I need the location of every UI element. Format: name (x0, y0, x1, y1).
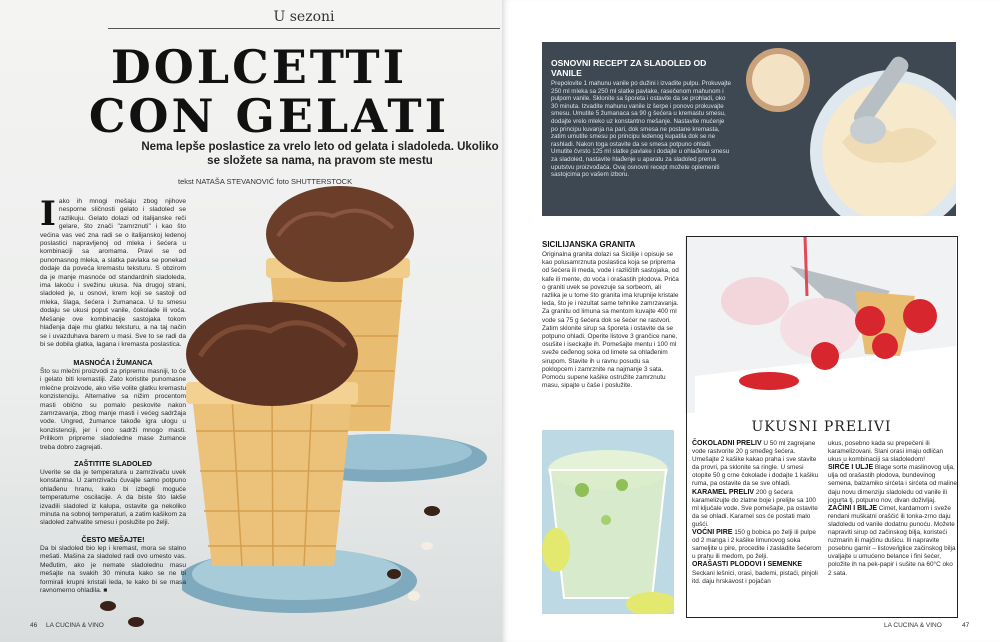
subtitle: Nema lepše poslastice za vrelo leto od gelata i sladoleda. Ukoliko se složete sa nama, na pravom ste mestu (141, 141, 499, 167)
granita-photo (542, 430, 674, 614)
credits: tekst NATAŠA STEVANOVIĆ foto SHUTTERSTOCK (178, 177, 353, 186)
prelivi-item (692, 529, 822, 561)
section-label: U sezoni (108, 9, 500, 29)
prelivi-item-name: ZAČINI I BILJE (828, 504, 878, 512)
prelivi-item-text: 150 g bobica po želji ili pulpe od 2 manga i 2 kašike limunovog soka samelјite u pire, procedite i zasladite šećerom u prahu ili medom, po želji. (692, 529, 822, 561)
prelivi-item (828, 505, 958, 578)
strawberry-ice-cream-photo (685, 236, 956, 413)
prelivi-column-2 (828, 440, 958, 578)
granita-title: SICILIJANSKA GRANITA (542, 240, 636, 249)
section-heading: MASNOĆA I ŽUMANCA (73, 358, 153, 367)
granita-text: Originalna granita dolazi sa Sicilije i opisuje se kao polusamrznuta poslastica koja se priprema od šećera ili meda, vode i različitih sastojaka, od kafe ili mente, do voća i orašastih plodova. Priča o graniti uvek se povezuje sa sorbeom, ali razlika je u tome što granita ima krupnije kristale leda, što je i rezultat same tehnike zamrzavanja. Za granitu od limuna sa mentom kuvajte 400 ml vode sa 75 g šećera dok se šećer ne rastvori. Zatim sklonite sirup sa šporeta i ostavite da se potpuno ohladi. Operite listove 3 grančice nane, osušite i iseckajte ih. Pomešajte mentu i 100 ml sveže ceđenog soka od limete sa ohlađenim sirupom. Stavite ih u ravnu posudu sa poklopcem i zamrznite na najmanje 3 sata. Pomoću supene kašike ostružite zamrznutu masu, sipajte u čaše i poslužite. (542, 251, 679, 390)
recipe-box (542, 42, 956, 216)
prelivi-title: UKUSNI PRELIVI (751, 419, 892, 435)
recipe-box-title: OSNOVNI RECEPT ZA SLADOLED OD VANILE (551, 58, 707, 78)
ice-cream-photo (182, 176, 502, 626)
chocolate-chips-decor (94, 592, 154, 642)
prelivi-item (692, 561, 822, 585)
prelivi-column-1 (692, 440, 822, 586)
magazine-name: LA CUCINA & VINO (46, 622, 104, 629)
prelivi-item-name: ČOKOLADNI PRELIV (692, 440, 762, 447)
section-heading: ZAŠTITITE SLADOLED (74, 459, 152, 468)
prelivi-item-name: KARAMEL PRELIV (692, 488, 755, 496)
headline-line-2: CON GELATI (88, 89, 450, 143)
prelivi-item-text: U 50 ml zagrejane vode rastvorite 20 g smeđeg šećera. Umešajte 2 kašike kakao praha i sve stavite da provri, pa sklonite sa ringle. U smesi otopite 50 g crne čokolade i dodajte 1 kašiku ruma, pa ostavite da se sve ohladi. (692, 440, 819, 488)
prelivi-item (692, 489, 822, 529)
prelivi-item-name: VOĆNI PIRE (692, 529, 733, 537)
granita-column (542, 240, 680, 390)
right-page (502, 0, 1000, 642)
prelivi-item (828, 464, 958, 504)
section-heading: ČESTO MEŠAJTE! (81, 535, 145, 544)
page-number: 46 (30, 622, 38, 629)
prelivi-item-text: Seckani lešnici, orasi, bademi, pistaći, pinjoli itd. daju hrskavost i pojačan (692, 569, 818, 585)
intro-paragraph (40, 194, 186, 349)
prelivi-item (692, 440, 822, 489)
section-text: Što su mlečni proizvodi za pripremu masniji, to će i gelato biti kremastiji. Zato koristite punomasne mlečne proizvode, ako više volite glatku kremastu konzistenciju. Alternative sa nižim procentom masti obično su pomalo peskovite nakon zamrzavanja, zbog manje masti i većeg sadržaja vode. Ungred, žumance takođe igra ulogu u konzistenciji, jer i ono sadrži mnogo masti. Prilikom pripreme sladoledne mase žumance treba dobro zagrejati. (40, 368, 186, 451)
dropcap: I (40, 194, 56, 234)
granita-glass-illustration (542, 430, 674, 614)
intro-text: ako ih mnogi mešaju zbog njihove nesporne sličnosti gelato i sladoled se razlikuju. Gelato dolazi od italijanske reči gelare, što znači "zamrznuti" i kao što većina vas već zna radi se o italijanskoj ledenoj poslastici napravljenoj od mleka i šećera u kombinaciji sa aromama. Pravi se od punomasnog mleka, a slatka pavlaka se ponekad dodaje da poveća kremastu teksturu. S obzirom da je manje masnoće od standardnih sladoleda, ima lakoću i svežinu ukusa. Na drugoj strani, sladoled je, u osnovi, krem koji se sastoji od mleka, šlaga, šećera i žumanaca. U tu smesu dodaju se ukusi poput vanile, čokolade ili voća. Mešanje ove kombinacije sastojaka tokom hlađenja daje mu glatku teksturu, a na taj način se i uvazduhava barem u masi. Sve to se radi da bi se dobila glatka, lagana i kremasta poslastica. (40, 198, 186, 348)
prelivi-item-text: 200 g šećera karamelizujte do zlatne boje i prelijte sa 100 ml ključale vode. Sve pomešajte, pa ostavite da se ohladi. Karamel sos će postati malo gušći. (692, 488, 818, 528)
strawberry-ice-cream-illustration (685, 236, 956, 413)
magazine-name: LA CUCINA & VINO (884, 622, 942, 629)
recipe-box-text: Prepolovite 1 mahunu vanile po dužini i izvadite pulpu. Prokuvajte 250 ml mleka sa 250 ml slatke pavlake, rasečenom mahunom i pulpom vanile. Sklonite sa šporeta i ostavite da se prohladi, oko 30 minuta. Izvadite mahunu vanile iz šerpe i ponovo prokuvajte smesu. Umutite 5 žumanaca sa 90 g šećera u kremastu smesu, dodajte vrelo mleko uz konstantno mešanje. Nastavite mućenje po principu kuvanja na pari, dok smesa ne postane kremasta, zatim umutite smesu po principu ledenog kupatila dok se ne rashladi. Nakon toga ostavite da se smesa potpuno ohladi. Umutite čvrsto 125 ml slatke pavlake i dodajte u ohlađenu smesu za sladoled, nastavite hlađenje u aparatu za sladoled prema uputstvu proizvođača. Ovaj osnovni recept možete oplemeniti sastojcima po vašem izboru. (551, 80, 731, 179)
prelivi-item-text: Blage sorte maslinovog ulja, ulja od orašastih plodova, bundevinog semena, balzamiko sirćeta i sirćeta od maline daju novu dimenziju sladoledu od vanile ili jogurta tj. potpuno nov, divan doživljaj. (828, 464, 957, 504)
prelivi-item-text: Cimet, kardamom i sveže rendani muškatni oraščić ili tonka-zrno daju sladoledu od vanile dodatnu punoću. Možete napraviti sirup od začinskog bilja, koristeći ruzmarin ili majčinu dušicu. Ili napravite posebnu garnir – listove/iglice začinskog bilja uvaljajte u umućeno belance i fini šećer, položite ih na pek-papir i sušite na 60°C oko 2 sata. (828, 504, 956, 577)
prelivi-item-name: ORAŠASTI PLODOVI I SEMENKE (692, 561, 803, 569)
section-text: Da bi sladoled bio lep i kremast, mora se stalno mešati. Mašina za sladoled radi ovo umesto vas. Međutim, ako je nemate sladolednu masu mešajte na svakih 30 minuta kako se ne bi formirali krupni kristali leda, te kako bi se masa ravnomerno ohladila. ■ (40, 545, 186, 595)
prelivi-lead-text: ukus, posebno kada su prepečeni ili karamelizovani. Slani orasi imaju odličan ukus u kombinaciji sa sladoledom! (828, 440, 944, 464)
headline-line-1: DOLCETTI (110, 40, 408, 94)
prelivi-item-name: SIRĆE I ULJE (828, 464, 874, 472)
page-number: 47 (962, 622, 970, 629)
section-text: Uverite se da je temperatura u zamrzivaču uvek konstantna. U zamrzivaču čuvajte samo potpuno ohlađenu hranu, kako bi izbegli moguće temperaturne oscilacije. A da biste što lakše izvadili sladoled iz kalupa, ostavite ga nekoliko minuta na sobnoj temperaturi, a zatim kašikom za sladoled zahvatite smesu i poslužite po želji. (40, 469, 186, 527)
